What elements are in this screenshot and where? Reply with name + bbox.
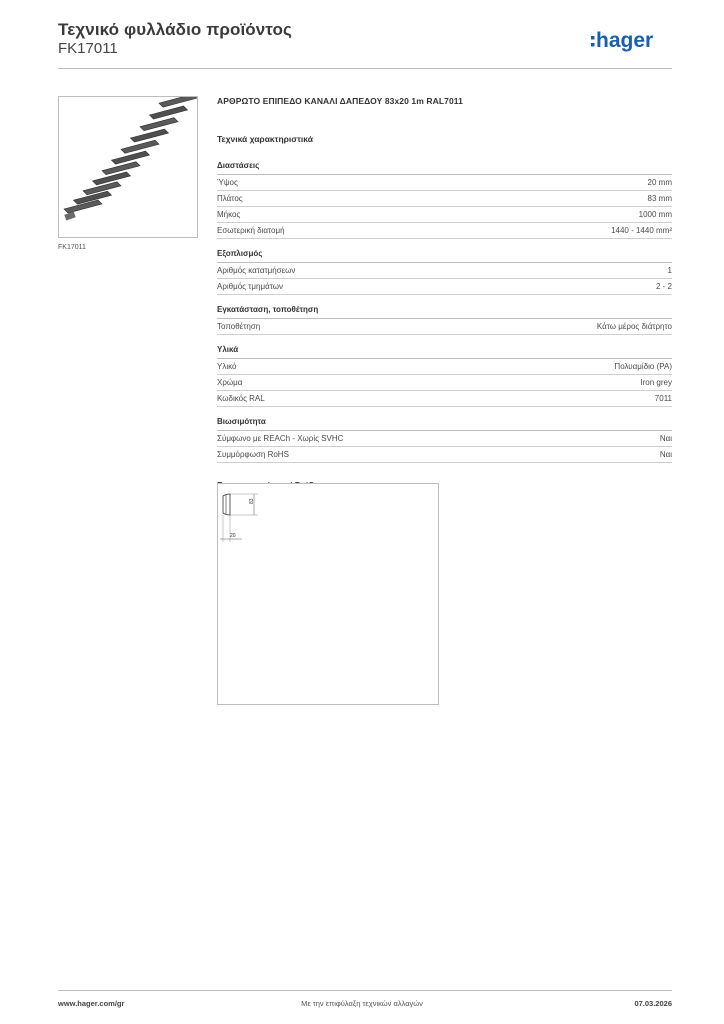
spec-row (217, 175, 672, 191)
spec-value: Iron grey (640, 378, 672, 387)
spec-label: Χρώμα (217, 378, 243, 387)
channel-segment (102, 162, 140, 175)
spec-label: Μήκος (217, 210, 241, 219)
spec-label: Αριθμός κατατμήσεων (217, 266, 296, 275)
channel-segment (131, 129, 169, 142)
spec-row (217, 263, 672, 279)
spec-row (217, 319, 672, 335)
channel-segment (140, 118, 178, 131)
spec-label: Αριθμός τμημάτων (217, 282, 283, 291)
header-divider (58, 68, 672, 69)
cross-section-drawing (218, 484, 438, 704)
spec-value: 1000 mm (638, 210, 672, 219)
spec-value: 1 (667, 266, 672, 275)
spec-row (217, 391, 672, 407)
channel-segment (150, 106, 188, 119)
page-header (58, 18, 672, 68)
channel-segment (121, 140, 159, 153)
spec-label: Εσωτερική διατομή (217, 226, 285, 235)
spec-label: Ύψος (217, 178, 238, 187)
spec-label: Συμμόρφωση RoHS (217, 450, 289, 459)
section-title: Εξοπλισμός (217, 249, 672, 263)
spec-section (217, 345, 672, 407)
specs-heading: Τεχνικά χαρακτηριστικά (217, 134, 313, 144)
spec-value: 2 - 2 (655, 282, 672, 291)
spec-row (217, 375, 672, 391)
spec-section (217, 161, 672, 239)
section-title: Υλικά (217, 345, 672, 359)
spec-section (217, 249, 672, 295)
section-title: Εγκατάσταση, τοποθέτηση (217, 305, 672, 319)
product-title: ΑΡΘΡΩΤΟ ΕΠΙΠΕΔΟ ΚΑΝΑΛΙ ΔΑΠΕΔΟΥ 83x20 1m RAL7011 (217, 96, 463, 106)
footer-divider (58, 990, 672, 991)
spec-value: Κάτω μέρος διάτρητο (596, 322, 672, 331)
image-caption: FK17011 (58, 244, 86, 251)
spec-value: 83 mm (647, 194, 672, 203)
product-code: FK17011 (58, 40, 118, 57)
document-title: Τεχνικό φυλλάδιο προϊόντος (58, 20, 292, 39)
spec-label: Σύμφωνο με REACh - Χωρίς SVHC (217, 434, 344, 443)
spec-value: Ναι (659, 450, 672, 459)
hager-logo (590, 26, 672, 56)
spec-value: Ναι (659, 434, 672, 443)
spec-label: Τοποθέτηση (217, 322, 261, 331)
channel-segment (159, 97, 197, 107)
product-image (58, 96, 198, 238)
spec-label: Υλικό (217, 362, 237, 371)
section-title: Διαστάσεις (217, 161, 672, 175)
spec-row (217, 223, 672, 239)
height-dimension-label: 83 (249, 498, 255, 504)
spec-label: Κωδικός RAL (217, 394, 265, 403)
spec-value: 7011 (654, 394, 672, 403)
section-title: Βιωσιμότητα (217, 417, 672, 431)
spec-sections (217, 161, 672, 463)
width-dimension-label: 20 (230, 533, 236, 539)
footer-date: 07.03.2026 (634, 999, 672, 1008)
spec-row (217, 447, 672, 463)
technical-drawing (217, 483, 439, 705)
spec-section (217, 417, 672, 463)
spec-value: Πολυαμίδιο (PA) (614, 362, 672, 371)
footer-notice: Με την επιφύλαξη τεχνικών αλλαγών (301, 999, 423, 1008)
floor-channel-illustration (59, 97, 197, 237)
product-details (217, 96, 672, 491)
footer-website[interactable]: www.hager.com/gr (58, 999, 125, 1008)
spec-row (217, 359, 672, 375)
spec-value: 1440 - 1440 mm² (611, 226, 672, 235)
spec-row (217, 279, 672, 295)
spec-section (217, 305, 672, 335)
spec-row (217, 207, 672, 223)
spec-row (217, 191, 672, 207)
logo-wordmark: hager (596, 29, 654, 52)
channel-segment (112, 151, 150, 164)
spec-row (217, 431, 672, 447)
spec-value: 20 mm (647, 178, 672, 187)
spec-label: Πλάτος (217, 194, 243, 203)
